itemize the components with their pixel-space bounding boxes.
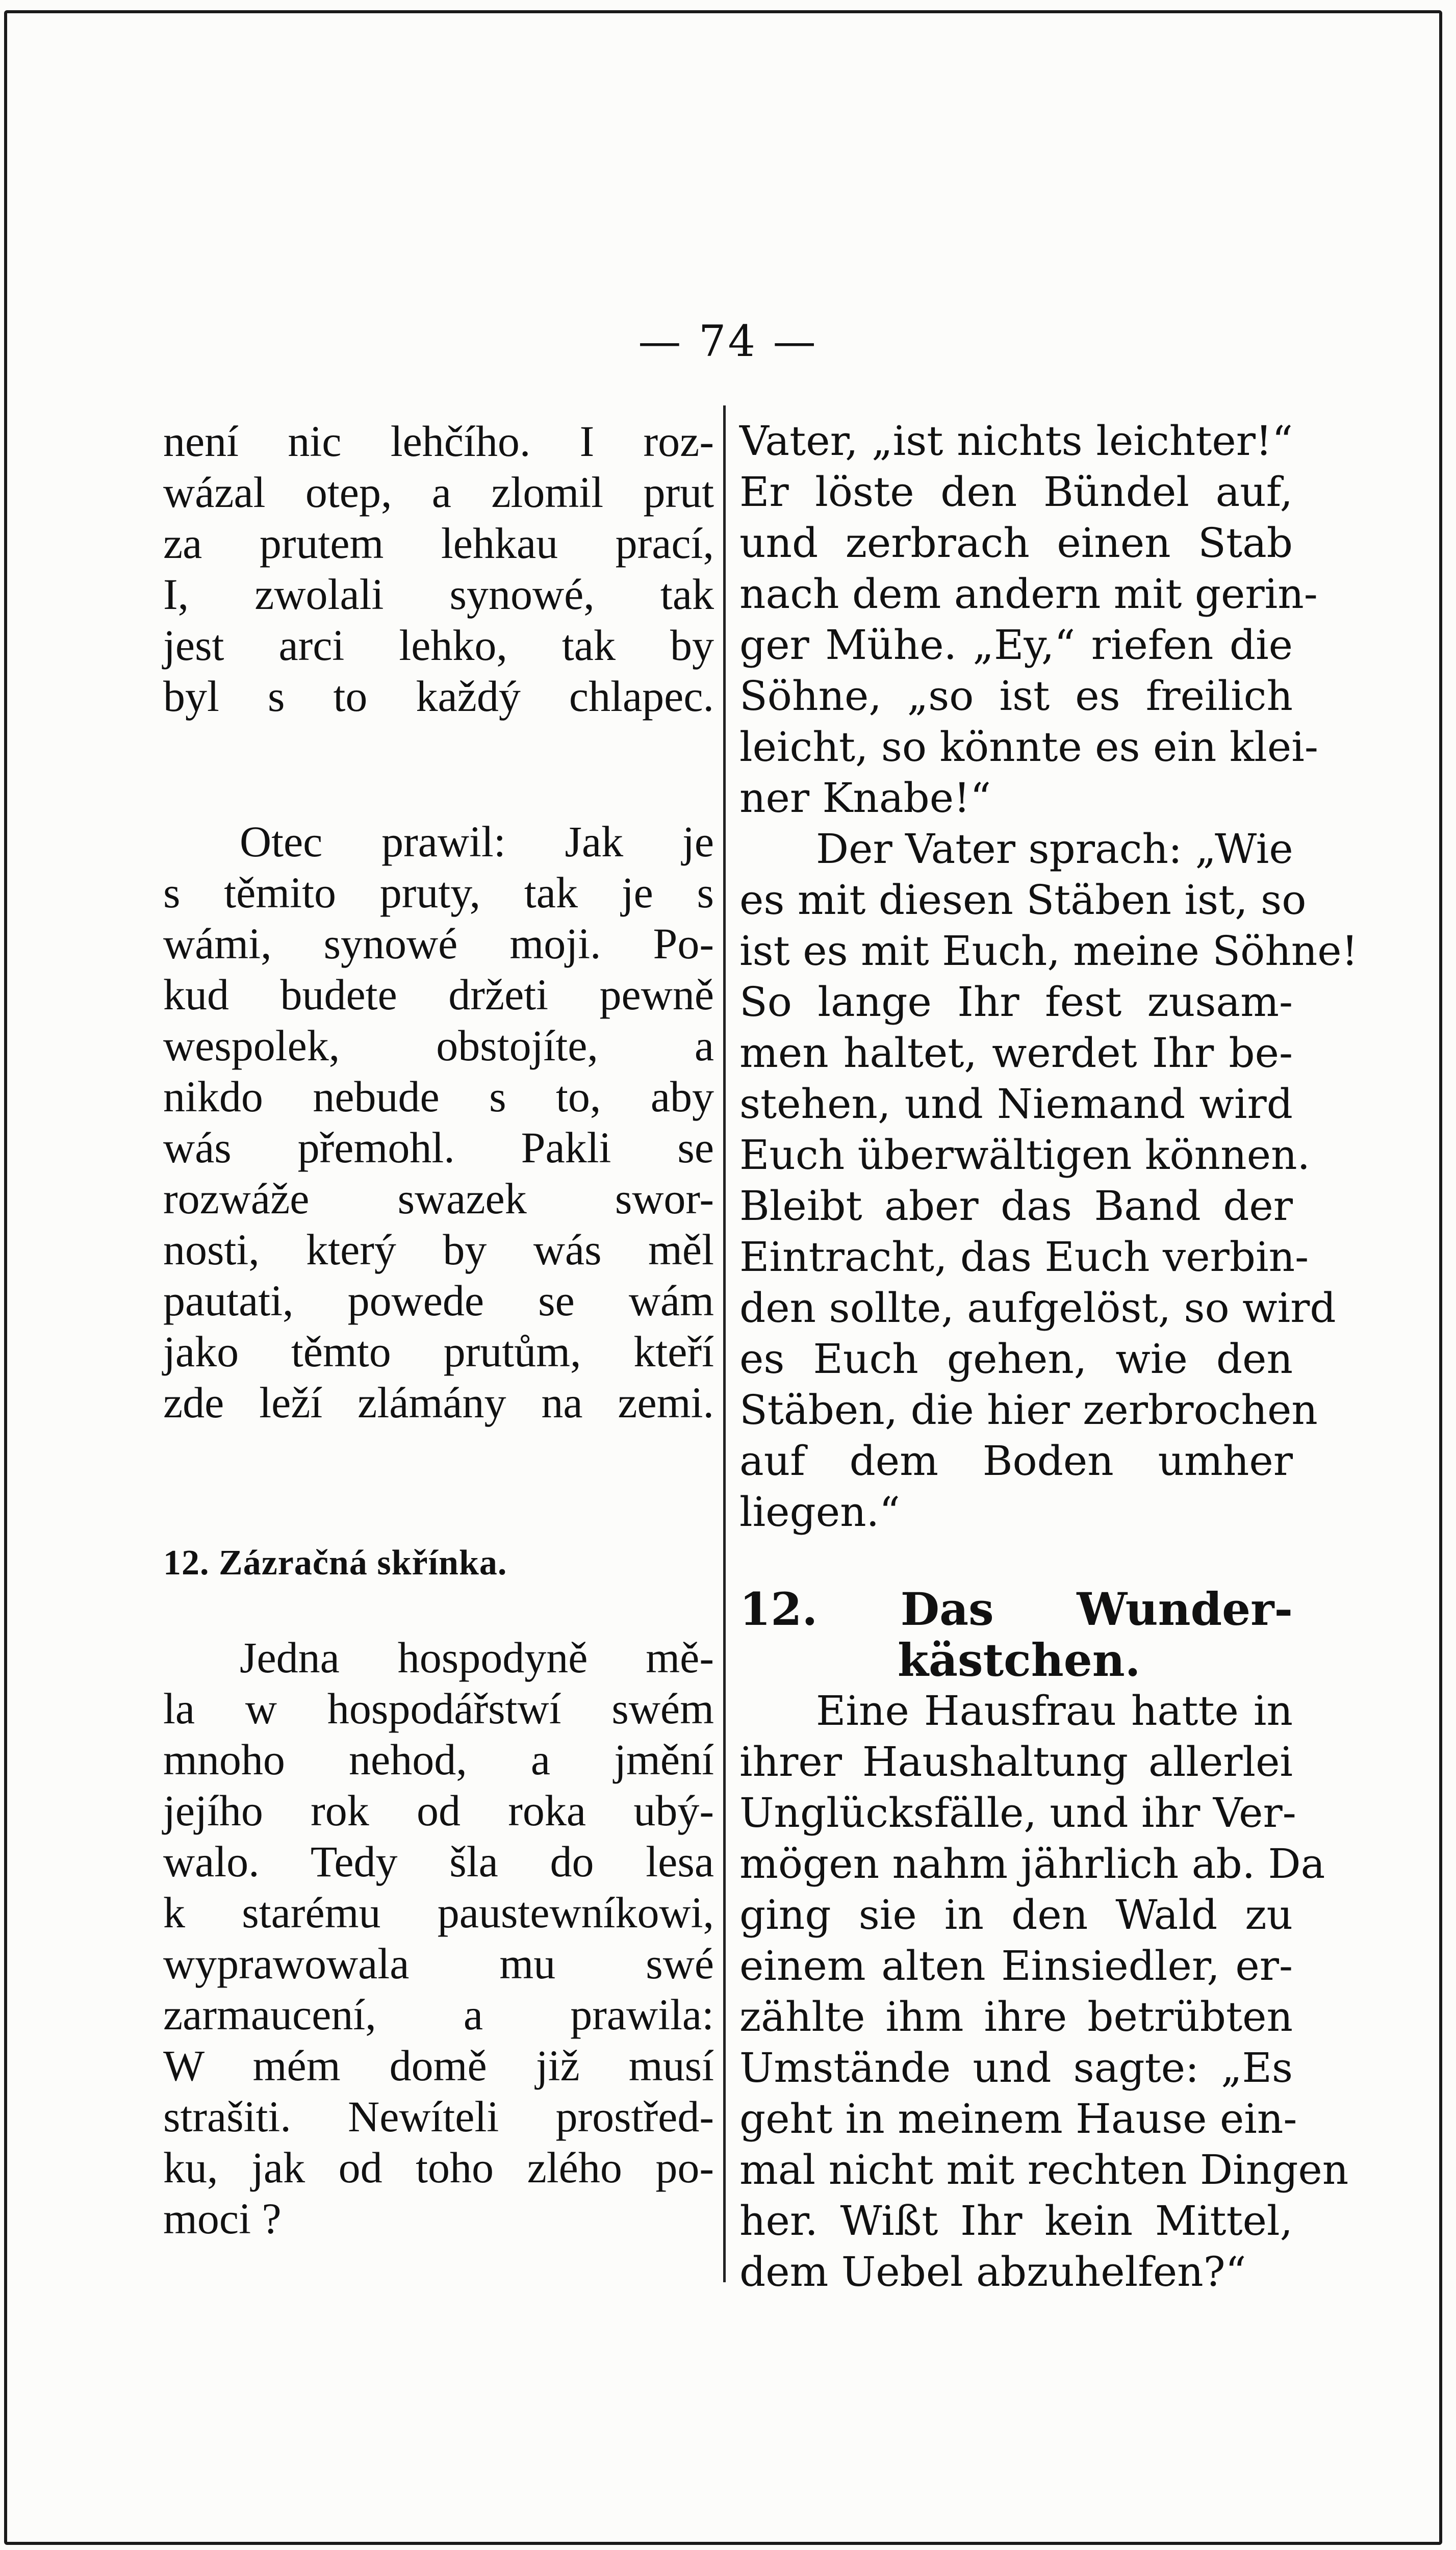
text-line: wyprawowala mu swé (163, 1939, 714, 1988)
text-line: wás přemohl. Pakli se (163, 1123, 714, 1172)
left-paragraph-1 (163, 416, 714, 722)
text-line: her. Wißt Ihr kein Mittel, (739, 2197, 1293, 2245)
text-line: moci ? (163, 2194, 282, 2243)
text-line: ger Mühe. „Ey,“ riefen die (739, 621, 1293, 669)
text-line: walo. Tedy šla do lesa (163, 1837, 714, 1886)
text-line: Eintracht, das Euch verbin- (739, 1233, 1309, 1281)
text-line: Jedna hospodyně mě- (240, 1633, 714, 1682)
text-line: rozwáže swazek swor- (163, 1174, 714, 1223)
text-line: Der Vater sprach: „Wie (816, 825, 1293, 873)
right-paragraph-2 (739, 824, 1358, 1538)
text-line: nikdo nebude s to, aby (163, 1072, 714, 1121)
text-line: und zerbrach einen Stab (739, 519, 1293, 567)
text-line: Söhne, „so ist es freilich (739, 672, 1293, 720)
text-line: jejího rok od roka ubý- (163, 1786, 714, 1835)
text-line: I, zwolali synowé, tak (163, 570, 714, 619)
text-line: auf dem Boden umher (739, 1437, 1293, 1485)
text-line: wámi, synowé moji. Po- (163, 919, 714, 968)
text-line: ku, jak od toho zlého po- (163, 2143, 714, 2192)
text-line: geht in meinem Hause ein- (739, 2095, 1297, 2143)
text-line: den sollte, aufgelöst, so wird (739, 1284, 1336, 1332)
text-line: es Euch gehen, wie den (739, 1335, 1293, 1383)
text-line: mal nicht mit rechten Dingen (739, 2146, 1349, 2194)
text-line: dem Uebel abzuhelfen?“ (739, 2248, 1246, 2296)
text-line: ihrer Haushaltung allerlei (739, 1738, 1293, 1786)
text-line: jest arci lehko, tak by (163, 621, 714, 670)
text-line: ging sie in den Wald zu (739, 1891, 1293, 1939)
text-line: s těmito pruty, tak je s (163, 868, 714, 917)
text-line: pautati, powede se wám (163, 1276, 714, 1325)
text-line: Eine Hausfrau hatte in (816, 1687, 1293, 1735)
text-line: Umstände und sagte: „Es (739, 2044, 1293, 2092)
right-paragraph-1 (739, 416, 1318, 824)
text-line: mnoho nehod, a jmění (163, 1735, 714, 1784)
text-line: za prutem lehkau prací, (163, 519, 714, 568)
text-line: liegen.“ (739, 1488, 900, 1536)
text-line: ist es mit Euch, meine Söhne! (739, 927, 1358, 975)
text-line: nach dem andern mit gerin- (739, 570, 1318, 618)
text-line: wázal otep, a zlomil prut (163, 468, 714, 517)
text-line: kud budete držeti pewně (163, 970, 714, 1019)
text-line: zarmaucení, a prawila: (163, 1990, 714, 2039)
text-line: jako těmto prutům, kteří (163, 1327, 714, 1376)
text-line: zählte ihm ihre betrübten (739, 1993, 1293, 2041)
text-line: Euch überwältigen können. (739, 1131, 1310, 1179)
text-line: nosti, který by wás měl (163, 1225, 714, 1274)
text-line: Er löste den Bündel auf, (739, 468, 1293, 516)
text-line: la w hospodářstwí swém (163, 1684, 714, 1733)
text-line: mögen nahm jährlich ab. Da (739, 1840, 1325, 1888)
text-line: Unglücksfälle, und ihr Ver- (739, 1789, 1296, 1837)
text-line: stehen, und Niemand wird (739, 1080, 1293, 1128)
section-heading-czech: 12. Zázračná skřínka. (163, 1543, 507, 1583)
section-heading-german: 12. Das Wunder- (739, 1583, 1293, 1636)
text-line: Stäben, die hier zerbrochen (739, 1386, 1318, 1434)
text-line: es mit diesen Stäben ist, so (739, 876, 1307, 924)
text-line: zde leží zlámány na zemi. (163, 1378, 714, 1427)
text-line: Bleibt aber das Band der (739, 1182, 1293, 1230)
text-line: není nic lehčího. I roz- (163, 417, 714, 466)
text-line: W mém domě již musí (163, 2041, 714, 2090)
text-line: einem alten Einsiedler, er- (739, 1942, 1293, 1990)
section-heading-german-continued: kästchen. (898, 1634, 1141, 1687)
column-divider (723, 405, 726, 2282)
text-line: ner Knabe!“ (739, 774, 991, 822)
text-line: k starému paustewníkowi, (163, 1888, 714, 1937)
text-line: men haltet, werdet Ihr be- (739, 1029, 1293, 1077)
text-line: Vater, „ist nichts leichter!“ (739, 417, 1293, 465)
page-number: — 74 — (638, 316, 818, 366)
text-line: byl s to každý chlapec. (163, 672, 714, 721)
text-line: Otec prawil: Jak je (240, 817, 714, 866)
text-line: So lange Ihr fest zusam- (739, 978, 1293, 1026)
text-line: leicht, so könnte es ein klei- (739, 723, 1318, 771)
text-line: wespolek, obstojíte, a (163, 1021, 714, 1070)
left-column-czech (163, 416, 714, 2244)
right-paragraph-3 (739, 1686, 1349, 2298)
right-column-german (739, 416, 1358, 2298)
text-line: strašiti. Newíteli prostřed- (163, 2092, 714, 2141)
left-paragraph-2 (163, 816, 714, 1428)
left-paragraph-3 (163, 1632, 714, 2244)
